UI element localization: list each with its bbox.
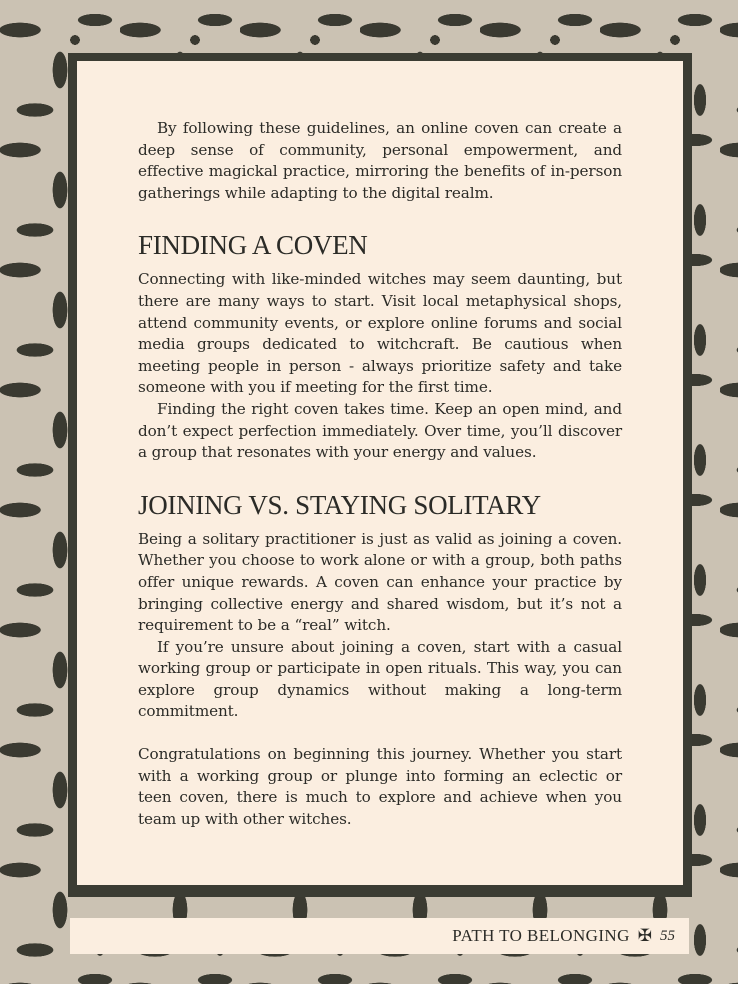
maltese-cross-icon: ✠ (637, 926, 652, 945)
running-title: PATH TO BELONGING (452, 926, 630, 945)
section1-paragraph-1: Connecting with like-minded witches may seem daunting, but there are many ways to start. Visit local metaphysical shops, attend community events, or explore online forums and social media groups dedicated to witchcraft. Be cautious when meeting people in person - always prioritize safety and take someone with you if meeting for the first time. (138, 270, 622, 397)
section-heading-joining-vs-solitary: JOINING VS. STAYING SOLITARY (138, 489, 541, 520)
page-text-panel (77, 61, 683, 885)
page-footer (70, 918, 689, 954)
intro-paragraph: By following these guidelines, an online coven can create a deep sense of community, personal empowerment, and effective magickal practice, mirroring the benefits of in-person gatherings while adapting to the digital realm. (138, 119, 622, 202)
closing-paragraph: Congratulations on beginning this journey. Whether you start with a working group or plunge into forming an eclectic or teen coven, there is much to explore and achieve when you team up with other witches. (138, 745, 622, 828)
section-heading-finding-a-coven: FINDING A COVEN (138, 230, 368, 261)
section2-paragraph-1: Being a solitary practitioner is just as valid as joining a coven. Whether you choose to work alone or with a group, both paths offer unique rewards. A coven can enhance your practice by bringing collective energy and shared wisdom, but it’s not a requirement to be a “real” witch. (138, 529, 622, 635)
section1-paragraph-2: Finding the right coven takes time. Keep an open mind, and don’t expect perfection immediately. Over time, you’ll discover a group that resonates with your energy and values. (138, 399, 622, 462)
page-number: 55 (660, 927, 675, 944)
section2-paragraph-2: If you’re unsure about joining a coven, start with a casual working group or participate in open rituals. This way, you can explore group dynamics without making a long-term commitment. (138, 637, 622, 721)
